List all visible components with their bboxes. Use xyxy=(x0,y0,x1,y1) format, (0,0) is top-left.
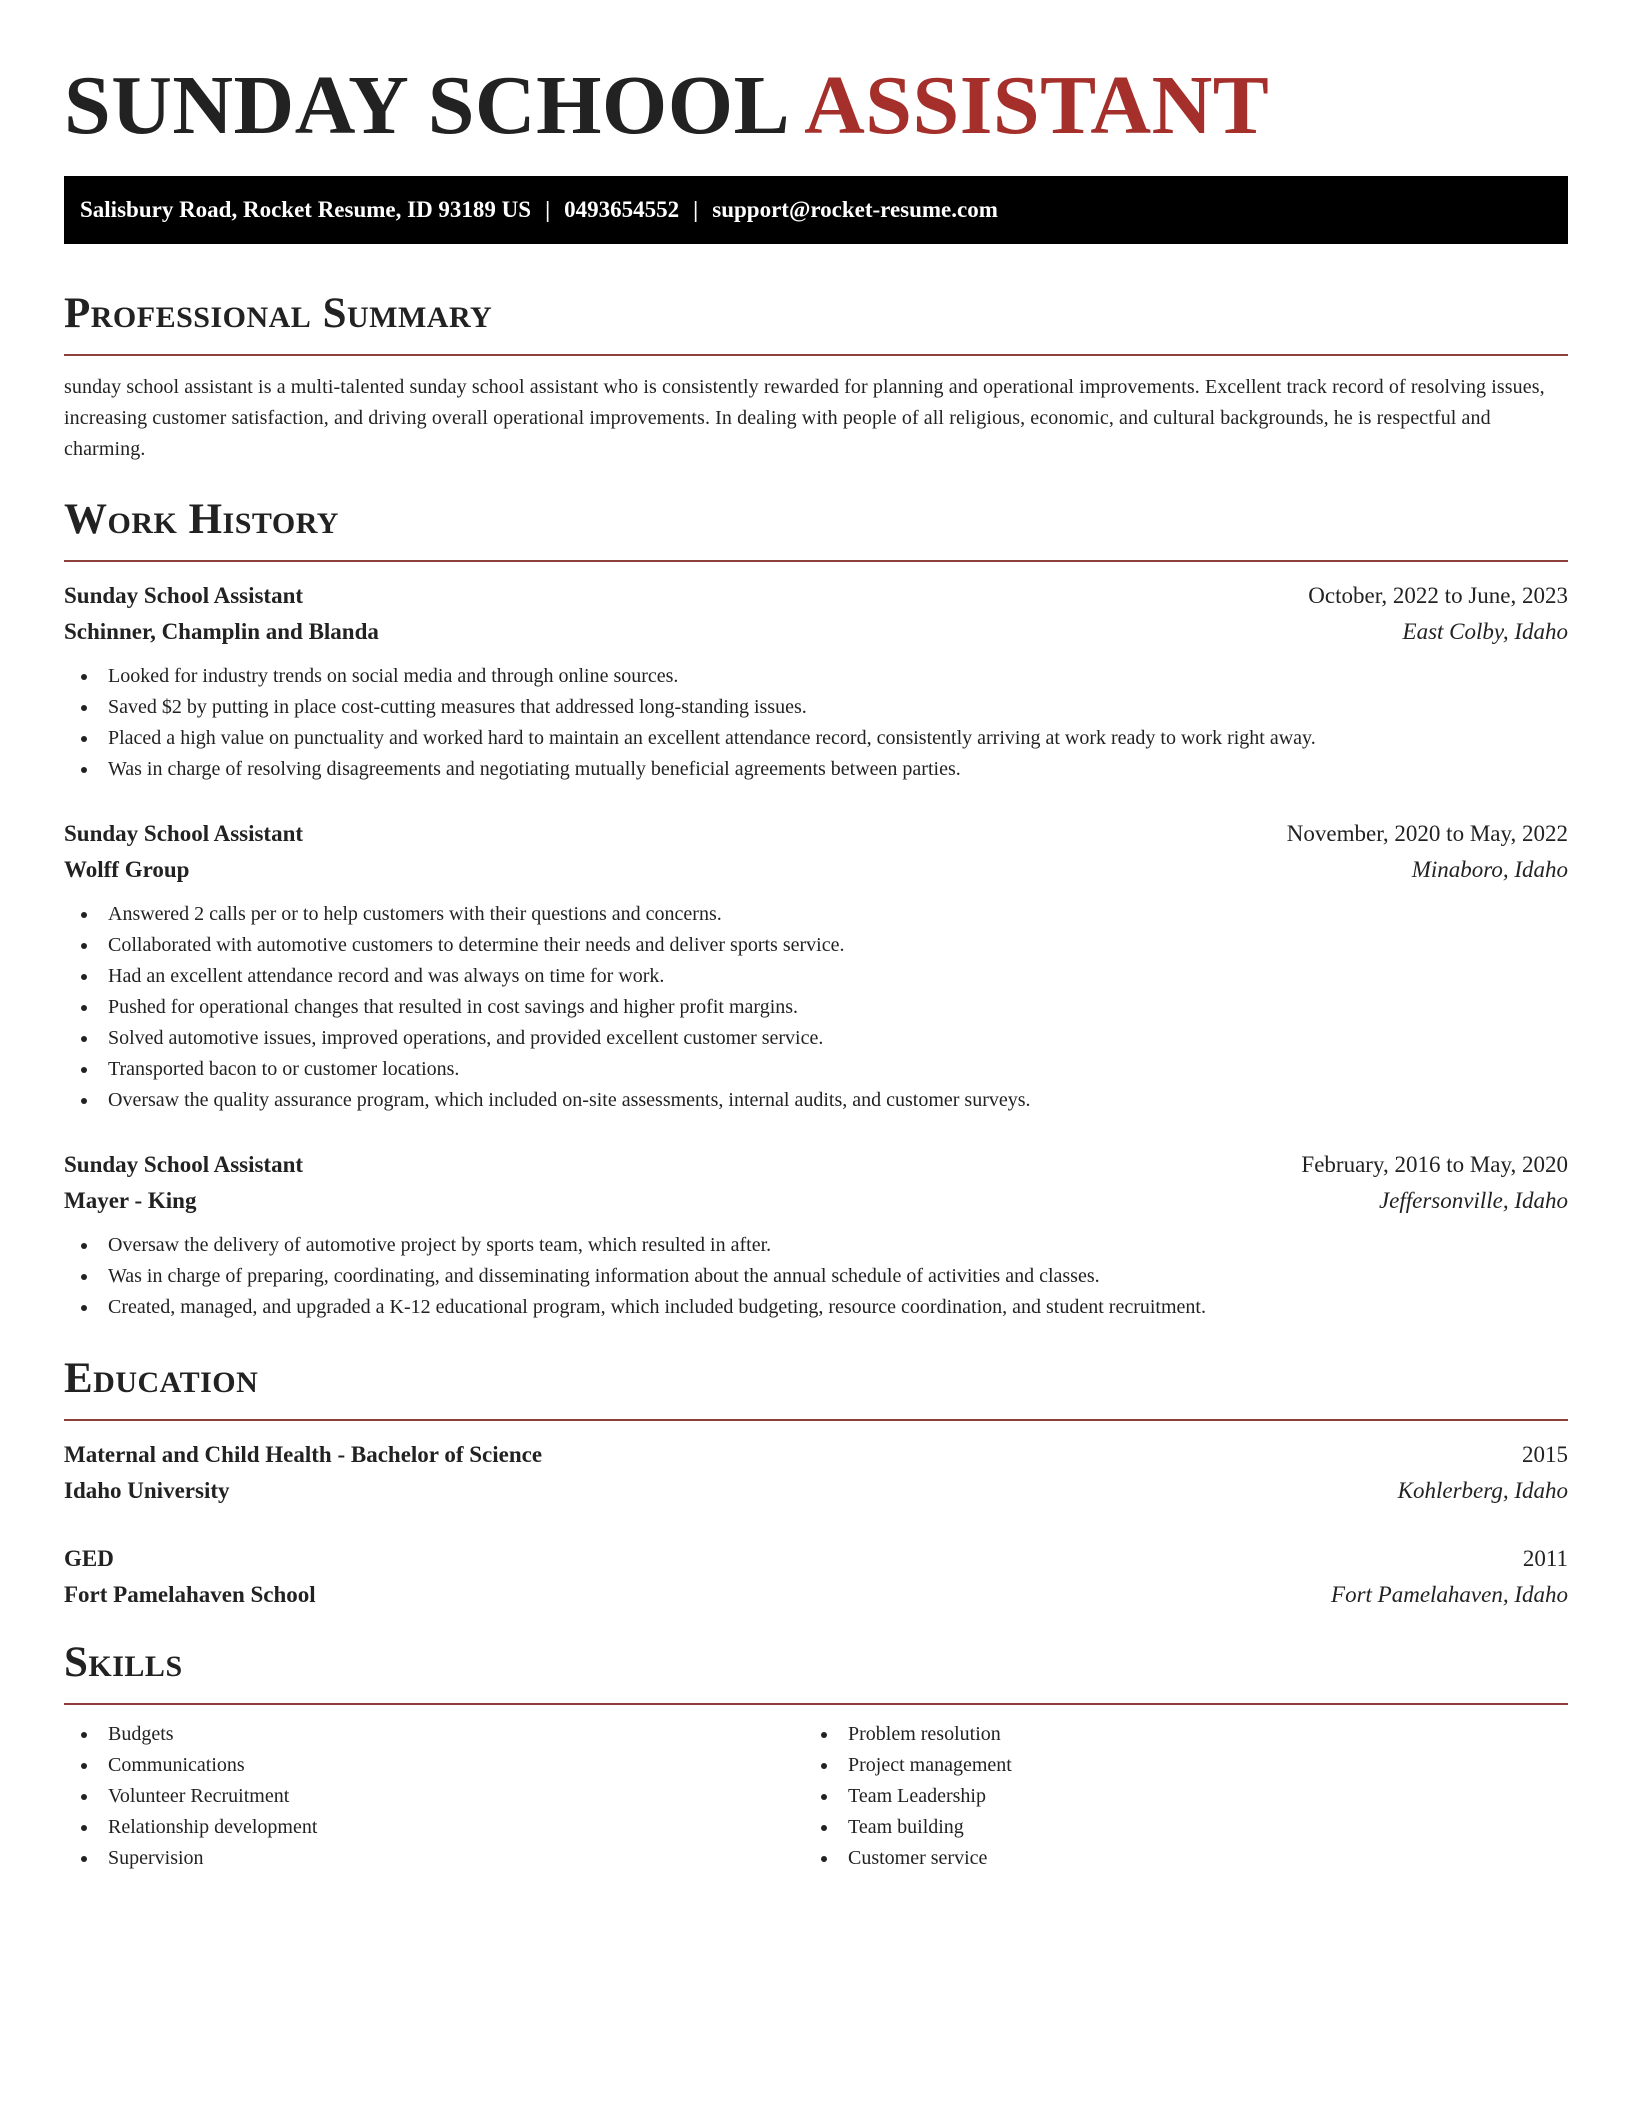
section-divider xyxy=(64,1703,1568,1705)
skills-column-right xyxy=(804,1719,1544,1874)
job-dates: October, 2022 to June, 2023 xyxy=(1308,583,1568,608)
list-item: Collaborated with automotive customers to determine their needs and deliver sports service. xyxy=(64,930,1568,961)
job-header-row xyxy=(64,816,1568,852)
section-divider xyxy=(64,560,1568,562)
contact-email: support@rocket-resume.com xyxy=(712,197,998,222)
job-bullets xyxy=(64,661,1568,785)
list-item: Relationship development xyxy=(64,1812,804,1843)
work-section xyxy=(64,492,1568,1323)
contact-phone: 0493654552 xyxy=(564,197,680,222)
list-item: Transported bacon to or customer locations. xyxy=(64,1054,1568,1085)
list-item: Oversaw the delivery of automotive project by sports team, which resulted in after. xyxy=(64,1230,1568,1261)
section-divider xyxy=(64,354,1568,356)
education-degree-row xyxy=(64,1437,1568,1473)
list-item: Placed a high value on punctuality and worked hard to maintain an excellent attendance record, consistently arriving at work ready to work right away. xyxy=(64,723,1568,754)
education-location: Fort Pamelahaven, Idaho xyxy=(1331,1582,1568,1607)
job-title: Sunday School Assistant xyxy=(64,583,304,608)
job-title: Sunday School Assistant xyxy=(64,821,304,846)
resume-page xyxy=(64,0,1568,1874)
education-year: 2015 xyxy=(1522,1442,1568,1467)
job-company-row xyxy=(64,1183,1568,1219)
contact-separator: | xyxy=(693,197,699,222)
name-first: SUNDAY SCHOOL xyxy=(64,59,791,152)
list-item: Volunteer Recruitment xyxy=(64,1781,804,1812)
education-entry xyxy=(64,1437,1568,1509)
job-company-row xyxy=(64,852,1568,888)
education-degree-row xyxy=(64,1541,1568,1577)
list-item: Communications xyxy=(64,1750,804,1781)
job-company: Wolff Group xyxy=(64,857,190,882)
education-degree: GED xyxy=(64,1546,114,1571)
list-item: Oversaw the quality assurance program, which included on-site assessments, internal audits, and customer surveys. xyxy=(64,1085,1568,1116)
education-degree: Maternal and Child Health - Bachelor of Science xyxy=(64,1442,543,1467)
name-last: ASSISTANT xyxy=(804,59,1270,152)
education-entry xyxy=(64,1541,1568,1613)
education-school-row xyxy=(64,1473,1568,1509)
contact-address: Salisbury Road, Rocket Resume, ID 93189 US xyxy=(80,197,532,222)
education-school-row xyxy=(64,1577,1568,1613)
job-dates: February, 2016 to May, 2020 xyxy=(1301,1152,1568,1177)
list-item: Had an excellent attendance record and was always on time for work. xyxy=(64,961,1568,992)
list-item: Customer service xyxy=(804,1843,1544,1874)
list-item: Team building xyxy=(804,1812,1544,1843)
list-item: Pushed for operational changes that resulted in cost savings and higher profit margins. xyxy=(64,992,1568,1023)
contact-bar xyxy=(64,176,1568,244)
job-title: Sunday School Assistant xyxy=(64,1152,304,1177)
list-item: Created, managed, and upgraded a K-12 educational program, which included budgeting, resource coordination, and student recruitment. xyxy=(64,1292,1568,1323)
job-bullets xyxy=(64,899,1568,1116)
section-title-education: Education xyxy=(64,1355,259,1402)
education-school: Fort Pamelahaven School xyxy=(64,1582,316,1607)
job-location: Jeffersonville, Idaho xyxy=(1378,1188,1568,1213)
education-year: 2011 xyxy=(1522,1546,1568,1571)
section-title-summary: Professional Summary xyxy=(64,290,493,337)
job-company-row xyxy=(64,614,1568,650)
job-bullets xyxy=(64,1230,1568,1323)
list-item: Solved automotive issues, improved operations, and provided excellent customer service. xyxy=(64,1023,1568,1054)
contact-separator: | xyxy=(545,197,551,222)
list-item: Was in charge of resolving disagreements and negotiating mutually beneficial agreements between parties. xyxy=(64,754,1568,785)
resume-name xyxy=(64,56,1568,156)
list-item: Team Leadership xyxy=(804,1781,1544,1812)
list-item: Supervision xyxy=(64,1843,804,1874)
list-item: Problem resolution xyxy=(804,1719,1544,1750)
job-company: Schinner, Champlin and Blanda xyxy=(64,619,379,644)
job-entry xyxy=(64,1147,1568,1323)
job-location: Minaboro, Idaho xyxy=(1411,857,1568,882)
list-item: Was in charge of preparing, coordinating, and disseminating information about the annual schedule of activities and classes. xyxy=(64,1261,1568,1292)
summary-section xyxy=(64,286,1568,465)
list-item: Looked for industry trends on social media and through online sources. xyxy=(64,661,1568,692)
section-title-skills: Skills xyxy=(64,1639,183,1686)
skills-column-left xyxy=(64,1719,804,1874)
list-item: Saved $2 by putting in place cost-cutting measures that addressed long-standing issues. xyxy=(64,692,1568,723)
education-location: Kohlerberg, Idaho xyxy=(1397,1478,1568,1503)
job-entry xyxy=(64,578,1568,785)
list-item: Project management xyxy=(804,1750,1544,1781)
section-divider xyxy=(64,1419,1568,1421)
list-item: Answered 2 calls per or to help customers with their questions and concerns. xyxy=(64,899,1568,930)
job-company: Mayer - King xyxy=(64,1188,197,1213)
summary-text: sunday school assistant is a multi-talented sunday school assistant who is consistently rewarded for planning and operational improvements. Excellent track record of resolving issues, increasing customer satisfaction, and driving overall operational improvements. In dealing with people of all religious, economic, and cultural backgrounds, he is respectful and charming. xyxy=(64,376,1545,460)
education-school: Idaho University xyxy=(64,1478,230,1503)
education-section xyxy=(64,1351,1568,1613)
skills-section xyxy=(64,1635,1568,1874)
skills-grid xyxy=(64,1719,1568,1874)
job-header-row xyxy=(64,1147,1568,1183)
job-dates: November, 2020 to May, 2022 xyxy=(1286,821,1568,846)
section-title-work: Work History xyxy=(64,496,339,543)
job-header-row xyxy=(64,578,1568,614)
job-location: East Colby, Idaho xyxy=(1402,619,1568,644)
list-item: Budgets xyxy=(64,1719,804,1750)
job-entry xyxy=(64,816,1568,1116)
